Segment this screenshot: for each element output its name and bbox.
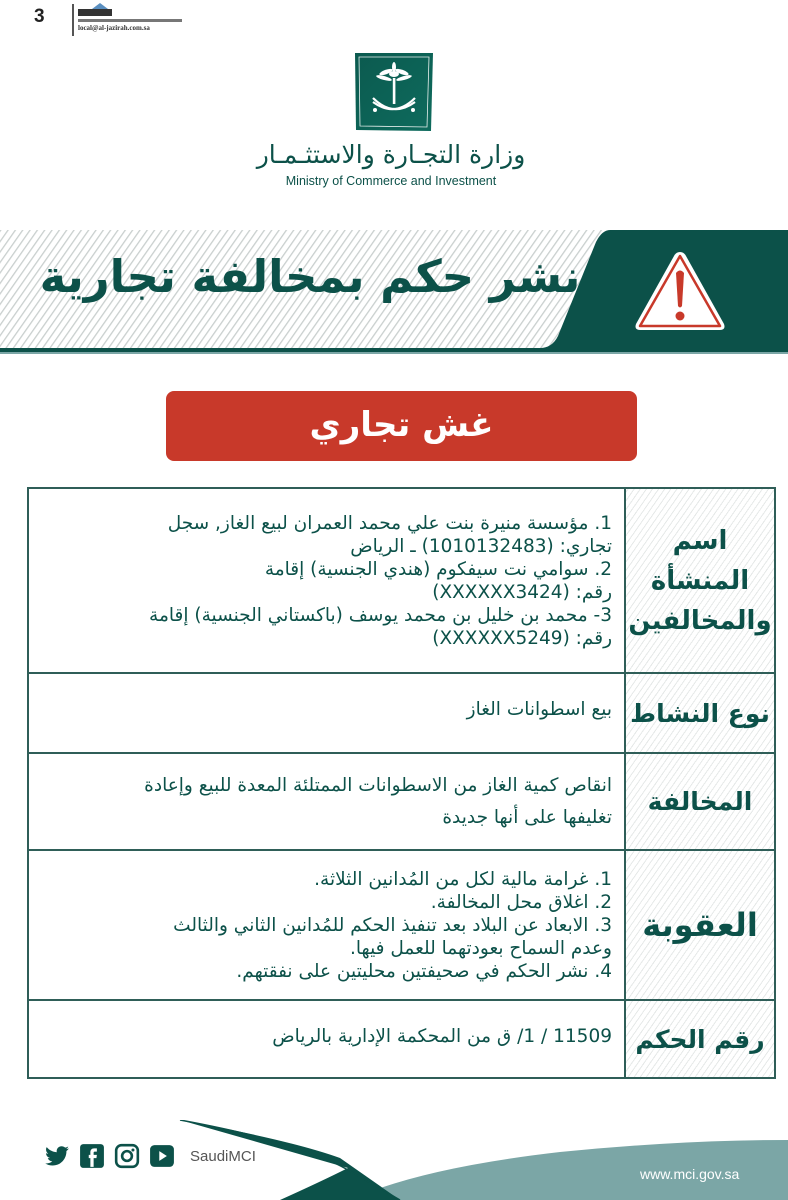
ministry-emblem-logo <box>353 52 435 132</box>
row-label-violation: المخالفة <box>624 754 774 849</box>
newspaper-masthead-logo <box>78 3 112 17</box>
violation-line: انقاص كمية الغاز من الاسطوانات الممتلئة المعدة للبيع وإعادة <box>144 774 612 796</box>
violator-line: 3- محمد بن خليل بن محمد يوسف (باكستاني الجنسية) إقامة <box>149 604 612 626</box>
social-handle[interactable]: SaudiMCI <box>190 1147 256 1165</box>
violator-line: رقم: (XXXXXX5249) <box>432 627 612 649</box>
row-label-line: المنشأة <box>650 565 750 596</box>
page-title: نشر حكم بمخالفة تجارية <box>39 250 581 303</box>
ministry-name-arabic: وزارة التجـارة والاستثـمـار <box>256 140 526 169</box>
judgment-table <box>27 487 776 1079</box>
ministry-name-english: Ministry of Commerce and Investment <box>285 174 497 188</box>
row-label-activity: نوع النشاط <box>624 674 774 752</box>
violator-line: تجاري: (1010132483) ـ الرياض <box>350 535 612 557</box>
row-value-judgment-number <box>29 1001 624 1077</box>
social-links <box>44 1143 256 1169</box>
violator-line: 1. مؤسسة منيرة بنت علي محمد العمران لبيع الغاز, سجل <box>167 512 612 534</box>
newspaper-email: local@al-jazirah.com.sa <box>78 24 150 32</box>
header-divider <box>72 4 74 36</box>
violation-category-badge <box>166 391 637 461</box>
instagram-icon[interactable] <box>114 1143 140 1169</box>
table-row-judgment-number <box>29 1001 774 1077</box>
newspaper-dateline <box>78 19 182 22</box>
violator-line: 2. سوامي نت سيفكوم (هندي الجنسية) إقامة <box>264 558 612 580</box>
row-label-penalty: العقوبة <box>624 851 774 999</box>
page-number: 3 <box>34 6 45 27</box>
website-link[interactable]: www.mci.gov.sa <box>640 1166 740 1182</box>
row-label-violators <box>624 489 774 672</box>
youtube-icon[interactable] <box>149 1143 175 1169</box>
activity-text: بيع اسطوانات الغاز <box>466 699 612 720</box>
violator-line: رقم: (XXXXXX3424) <box>432 581 612 603</box>
row-value-penalty <box>29 851 624 999</box>
warning-triangle-icon <box>632 248 728 334</box>
table-row-violation <box>29 754 774 851</box>
table-row-penalty <box>29 851 774 1001</box>
judgment-number-text: 11509 / 1/ ق من المحكمة الإدارية بالرياض <box>272 1026 612 1047</box>
row-label-judgment-number: رقم الحكم <box>624 1001 774 1077</box>
row-label-line: والمخالفين <box>628 605 772 636</box>
penalty-line: وعدم السماح بعودتهما للعمل فيها. <box>350 937 612 959</box>
penalty-line: 3. الابعاد عن البلاد بعد تنفيذ الحكم للمُدانين الثاني والثالث <box>173 914 612 936</box>
penalty-line: 2. اغلاق محل المخالفة. <box>430 891 612 913</box>
penalty-line: 4. نشر الحكم في صحيفتين محليتين على نفقتهم. <box>236 960 612 982</box>
violation-category-label: غش تجاري <box>309 405 494 445</box>
violation-line: تغليفها على أنها جديدة <box>442 806 612 828</box>
table-row-violators <box>29 489 774 674</box>
row-value-violators <box>29 489 624 672</box>
twitter-icon[interactable] <box>44 1143 70 1169</box>
row-value-violation <box>29 754 624 849</box>
table-row-activity <box>29 674 774 754</box>
row-value-activity <box>29 674 624 752</box>
row-label-line: اسم <box>672 525 728 556</box>
penalty-line: 1. غرامة مالية لكل من المُدانين الثلاثة. <box>314 868 612 890</box>
facebook-icon[interactable] <box>79 1143 105 1169</box>
